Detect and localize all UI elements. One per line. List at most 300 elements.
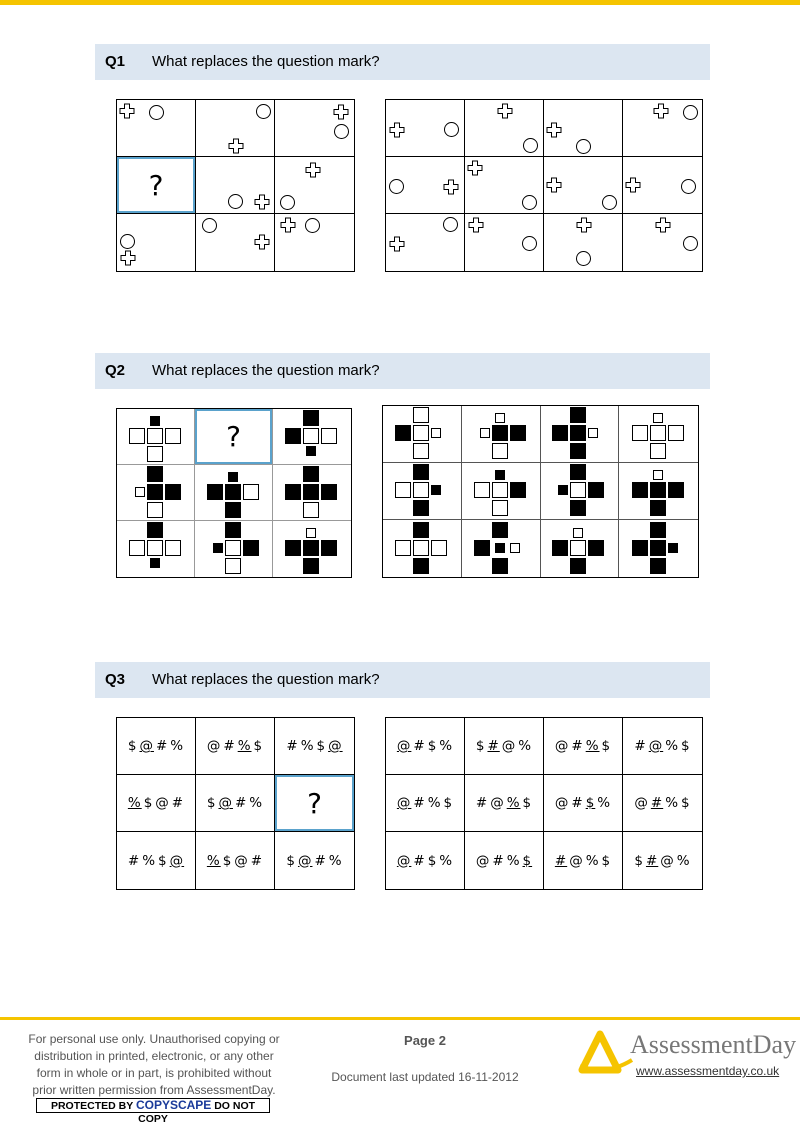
question-mark: ?: [195, 409, 272, 464]
symbol: $: [222, 852, 233, 869]
q2-puzzle-grid: [116, 408, 352, 578]
filled-square: [285, 540, 301, 556]
notice-line: prior written permission from AssessmentDay.: [32, 1083, 276, 1097]
cross-figure: [632, 464, 686, 518]
q1-puzzle-cell: [275, 157, 354, 214]
symbol: @: [554, 795, 570, 811]
symbol: #: [475, 795, 489, 811]
q2-puzzle-cell: [195, 409, 273, 465]
circle-icon: [444, 122, 459, 137]
symbol-sequence: [465, 775, 543, 831]
filled-square: [243, 540, 259, 556]
outline-square: [225, 540, 241, 556]
symbol: %: [206, 852, 221, 869]
filled-square: [632, 482, 648, 498]
outline-square: [653, 470, 663, 480]
filled-square: [303, 540, 319, 556]
symbol: %: [506, 795, 521, 811]
symbol: $: [253, 738, 264, 754]
symbol-sequence: [386, 718, 464, 774]
q3-answer-cell[interactable]: [544, 832, 623, 889]
symbol: @: [206, 738, 222, 754]
filled-square: [492, 522, 508, 538]
symbol: #: [571, 795, 584, 811]
symbol: %: [506, 852, 521, 869]
symbol: @: [501, 738, 517, 754]
q3-answer-cell[interactable]: [465, 832, 544, 889]
symbol: #: [413, 738, 426, 754]
q1-puzzle-cell: [117, 100, 196, 157]
filled-square: [650, 558, 666, 574]
symbol: @: [218, 795, 233, 811]
filled-square: [495, 470, 505, 480]
cross-icon: [625, 177, 641, 193]
cross-icon: [228, 138, 244, 154]
assessmentday-logo-icon: [578, 1030, 634, 1074]
outline-square: [135, 487, 145, 497]
cross-figure: [632, 407, 686, 461]
outline-square: [303, 428, 319, 444]
filled-square: [306, 446, 316, 456]
circle-icon: [683, 105, 698, 120]
outline-square: [632, 425, 648, 441]
question-mark: ?: [275, 775, 354, 831]
outline-square: [495, 413, 505, 423]
filled-square: [207, 484, 223, 500]
filled-square: [225, 484, 241, 500]
symbol: #: [571, 738, 584, 754]
q2-answer-cell[interactable]: [541, 406, 620, 463]
symbol: $: [143, 795, 154, 811]
filled-square: [303, 466, 319, 482]
outline-square: [573, 528, 583, 538]
circle-icon: [389, 179, 404, 194]
q3-puzzle-cell: [117, 832, 196, 889]
outline-square: [431, 540, 447, 556]
cross-icon: [653, 103, 669, 119]
question-header-2: [95, 353, 710, 389]
symbol: @: [169, 852, 185, 869]
cross-icon: [389, 236, 405, 252]
filled-square: [147, 484, 163, 500]
symbol: #: [171, 795, 185, 811]
q3-answer-cell[interactable]: [465, 718, 544, 775]
outline-square: [492, 500, 508, 516]
cross-icon: [119, 103, 135, 119]
q2-puzzle-cell: [273, 409, 351, 465]
q3-answer-cell[interactable]: [386, 718, 465, 775]
filled-square: [495, 543, 505, 553]
filled-square: [570, 500, 586, 516]
filled-square: [510, 425, 526, 441]
notice-line: For personal use only. Unauthorised copying or: [28, 1032, 280, 1046]
symbol: $: [443, 795, 454, 811]
outline-square: [413, 407, 429, 423]
filled-square: [570, 425, 586, 441]
symbol: $: [286, 852, 296, 869]
q2-answer-cell[interactable]: [462, 406, 541, 463]
q3-answer-cell[interactable]: [544, 718, 623, 775]
outline-square: [225, 558, 241, 574]
filled-square: [150, 558, 160, 568]
filled-square: [552, 540, 568, 556]
cross-icon: [576, 217, 592, 233]
symbol-sequence: [544, 775, 622, 831]
symbol-sequence: [623, 775, 702, 831]
symbol: $: [127, 738, 138, 754]
q2-puzzle-cell: [117, 521, 195, 577]
outline-square: [129, 540, 145, 556]
outline-square: [321, 428, 337, 444]
q3-puzzle-cell: [275, 832, 354, 889]
circle-icon: [256, 104, 271, 119]
outline-square: [413, 425, 429, 441]
symbol: $: [427, 738, 438, 754]
filled-square: [474, 540, 490, 556]
question-number: Q2: [105, 362, 126, 379]
symbol: @: [155, 795, 170, 811]
symbol-sequence: [117, 832, 195, 889]
symbol-sequence: [544, 718, 622, 774]
symbol: #: [250, 852, 264, 869]
circle-icon: [202, 218, 217, 233]
circle-icon: [576, 139, 591, 154]
q1-puzzle-cell: [117, 214, 196, 271]
outline-square: [306, 528, 316, 538]
q2-puzzle-cell: [273, 521, 351, 577]
filled-square: [558, 485, 568, 495]
cross-figure: [474, 464, 528, 518]
q2-puzzle-cell: [273, 465, 351, 521]
q1-answer-cell[interactable]: [623, 100, 702, 157]
symbol-sequence: [196, 832, 274, 889]
symbol: %: [142, 852, 157, 869]
outline-square: [668, 425, 684, 441]
symbol: @: [396, 795, 412, 811]
symbol: #: [286, 738, 299, 754]
symbol: %: [249, 795, 264, 811]
symbol: %: [665, 795, 680, 811]
filled-square: [431, 485, 441, 495]
symbol: #: [554, 852, 568, 869]
circle-icon: [523, 138, 538, 153]
q3-answer-cell[interactable]: [623, 832, 702, 889]
filled-square: [510, 482, 526, 498]
filled-square: [413, 522, 429, 538]
filled-square: [303, 558, 319, 574]
symbol-sequence: [275, 718, 354, 774]
q1-answer-cell[interactable]: [465, 100, 544, 157]
symbol: $: [634, 852, 644, 869]
circle-icon: [149, 105, 164, 120]
filled-square: [668, 543, 678, 553]
symbol: #: [155, 738, 169, 754]
q2-puzzle-cell: [117, 409, 195, 465]
symbol: @: [297, 852, 313, 869]
symbol: $: [601, 738, 612, 754]
copyscape-post: DO NOT COPY: [138, 1100, 256, 1125]
q3-answer-grid: [385, 717, 703, 890]
cross-figure: [207, 522, 261, 576]
symbol: @: [139, 738, 154, 754]
outline-square: [129, 428, 145, 444]
symbol: @: [648, 738, 664, 754]
symbol: $: [475, 738, 486, 754]
filled-square: [668, 482, 684, 498]
q2-puzzle-cell: [117, 465, 195, 521]
symbol: #: [413, 852, 426, 869]
cross-figure: [285, 410, 339, 464]
symbol: %: [237, 738, 252, 754]
outline-square: [653, 413, 663, 423]
q1-answer-cell[interactable]: [386, 100, 465, 157]
cross-icon: [254, 234, 270, 250]
filled-square: [570, 443, 586, 459]
symbol: @: [634, 795, 649, 811]
outline-square: [413, 443, 429, 459]
outline-square: [147, 428, 163, 444]
filled-square: [150, 416, 160, 426]
cross-icon: [655, 217, 671, 233]
filled-square: [413, 464, 429, 480]
cross-figure: [129, 522, 183, 576]
symbol: @: [554, 738, 570, 754]
outline-square: [165, 428, 181, 444]
cross-icon: [468, 217, 484, 233]
cross-figure: [129, 466, 183, 520]
q2-answer-cell[interactable]: [619, 406, 698, 463]
filled-square: [147, 466, 163, 482]
q2-answer-cell[interactable]: [462, 520, 541, 577]
outline-square: [570, 540, 586, 556]
q1-puzzle-cell: [275, 100, 354, 157]
q2-answer-grid: [382, 405, 699, 578]
circle-icon: [576, 251, 591, 266]
outline-square: [243, 484, 259, 500]
filled-square: [303, 484, 319, 500]
q3-answer-cell[interactable]: [544, 775, 623, 832]
symbol: #: [634, 738, 647, 754]
outline-square: [570, 482, 586, 498]
symbol: %: [585, 852, 600, 869]
symbol-sequence: [465, 832, 543, 889]
q3-answer-cell[interactable]: [623, 775, 702, 832]
symbol: %: [665, 738, 680, 754]
symbol: #: [487, 738, 500, 754]
circle-icon: [602, 195, 617, 210]
q1-puzzle-cell: [117, 157, 196, 214]
symbol: $: [522, 795, 533, 811]
q3-puzzle-cell: [196, 718, 275, 775]
filled-square: [650, 482, 666, 498]
q2-answer-cell[interactable]: [462, 463, 541, 520]
filled-square: [225, 522, 241, 538]
outline-square: [303, 502, 319, 518]
symbol: @: [475, 852, 491, 869]
cross-icon: [305, 162, 321, 178]
filled-square: [147, 522, 163, 538]
logo-text: AssessmentDay: [630, 1030, 797, 1059]
question-header-1: [95, 44, 710, 80]
outline-square: [147, 446, 163, 462]
symbol-sequence: [275, 832, 354, 889]
q1-answer-cell[interactable]: [465, 157, 544, 214]
symbol: $: [316, 738, 327, 754]
symbol-sequence: [544, 832, 622, 889]
cross-icon: [280, 217, 296, 233]
symbol-sequence: [623, 832, 702, 889]
cross-icon: [333, 104, 349, 120]
filled-square: [413, 500, 429, 516]
q2-answer-cell[interactable]: [383, 406, 462, 463]
circle-icon: [443, 217, 458, 232]
filled-square: [321, 540, 337, 556]
q3-puzzle-cell: [117, 718, 196, 775]
symbol-sequence: [196, 775, 274, 831]
symbol: #: [413, 795, 426, 811]
q3-puzzle-cell: [196, 832, 275, 889]
symbol: @: [569, 852, 584, 869]
filled-square: [321, 484, 337, 500]
symbol-sequence: [386, 775, 464, 831]
symbol: %: [676, 852, 691, 869]
filled-square: [650, 522, 666, 538]
symbol-sequence: [117, 775, 195, 831]
symbol: #: [223, 738, 236, 754]
q2-puzzle-cell: [195, 465, 273, 521]
symbol: @: [234, 852, 249, 869]
q1-answer-cell[interactable]: [623, 157, 702, 214]
q1-answer-cell[interactable]: [386, 214, 465, 271]
symbol: #: [234, 795, 248, 811]
last-updated: Document last updated 16-11-2012: [331, 1070, 519, 1084]
website-link[interactable]: www.assessmentday.co.uk: [636, 1064, 780, 1078]
q3-answer-cell[interactable]: [386, 832, 465, 889]
cross-figure: [207, 466, 261, 520]
symbol: %: [170, 738, 185, 754]
q3-answer-cell[interactable]: [465, 775, 544, 832]
q2-answer-cell[interactable]: [541, 520, 620, 577]
symbol: $: [427, 852, 438, 869]
copyscape-badge[interactable]: [36, 1098, 270, 1125]
q2-answer-cell[interactable]: [383, 520, 462, 577]
cross-icon: [254, 194, 270, 210]
outline-square: [588, 428, 598, 438]
outline-square: [650, 425, 666, 441]
filled-square: [552, 425, 568, 441]
cross-icon: [546, 177, 562, 193]
question-mark: ?: [117, 157, 195, 213]
q2-answer-cell[interactable]: [619, 463, 698, 520]
outline-square: [650, 443, 666, 459]
circle-icon: [305, 218, 320, 233]
outline-square: [431, 428, 441, 438]
q3-puzzle-cell: [275, 718, 354, 775]
cross-figure: [395, 464, 449, 518]
circle-icon: [683, 236, 698, 251]
q1-puzzle-cell: [196, 157, 275, 214]
question-text: What replaces the question mark?: [152, 671, 380, 688]
outline-square: [480, 428, 490, 438]
symbol-sequence: [386, 832, 464, 889]
circle-icon: [228, 194, 243, 209]
q2-answer-cell[interactable]: [619, 520, 698, 577]
symbol: #: [314, 852, 327, 869]
cross-figure: [285, 522, 339, 576]
q3-puzzle-cell: [196, 775, 275, 832]
symbol: @: [396, 852, 412, 869]
filled-square: [650, 540, 666, 556]
circle-icon: [280, 195, 295, 210]
symbol: $: [601, 852, 612, 869]
symbol: %: [427, 795, 442, 811]
q1-answer-cell[interactable]: [544, 157, 623, 214]
filled-square: [303, 410, 319, 426]
cross-icon: [120, 250, 136, 266]
q2-answer-cell[interactable]: [541, 463, 620, 520]
outline-square: [165, 540, 181, 556]
outline-square: [492, 482, 508, 498]
q1-answer-cell[interactable]: [623, 214, 702, 271]
question-number: Q3: [105, 671, 126, 688]
cross-icon: [546, 122, 562, 138]
q3-answer-cell[interactable]: [386, 775, 465, 832]
question-text: What replaces the question mark?: [152, 53, 380, 70]
filled-square: [492, 425, 508, 441]
filled-square: [285, 484, 301, 500]
q3-answer-cell[interactable]: [623, 718, 702, 775]
filled-square: [588, 482, 604, 498]
filled-square: [650, 500, 666, 516]
symbol: $: [681, 795, 691, 811]
outline-square: [395, 540, 411, 556]
cross-figure: [129, 410, 183, 464]
cross-icon: [467, 160, 483, 176]
page-number: Page 2: [404, 1033, 446, 1048]
symbol: $: [681, 738, 691, 754]
circle-icon: [120, 234, 135, 249]
q3-puzzle-cell: [117, 775, 196, 832]
symbol: $: [522, 852, 533, 869]
cross-figure: [474, 407, 528, 461]
cross-icon: [497, 103, 513, 119]
q1-answer-cell[interactable]: [544, 100, 623, 157]
q1-answer-cell[interactable]: [544, 214, 623, 271]
symbol: $: [158, 852, 168, 869]
cross-figure: [552, 522, 606, 576]
q2-answer-cell[interactable]: [383, 463, 462, 520]
copyscape-pre: PROTECTED BY: [50, 1100, 134, 1112]
filled-square: [632, 540, 648, 556]
filled-square: [213, 543, 223, 553]
q1-puzzle-cell: [196, 100, 275, 157]
q1-answer-cell[interactable]: [465, 214, 544, 271]
symbol: %: [585, 738, 600, 754]
q1-puzzle-grid: [116, 99, 355, 272]
filled-square: [570, 464, 586, 480]
q3-puzzle-grid: [116, 717, 355, 890]
outline-square: [413, 482, 429, 498]
outline-square: [413, 540, 429, 556]
outline-square: [492, 443, 508, 459]
symbol: #: [645, 852, 659, 869]
circle-icon: [334, 124, 349, 139]
notice-line: form in whole or in part, is prohibited without: [36, 1066, 272, 1080]
cross-figure: [395, 407, 449, 461]
q1-answer-cell[interactable]: [386, 157, 465, 214]
outline-square: [510, 543, 520, 553]
symbol-sequence: [623, 718, 702, 774]
